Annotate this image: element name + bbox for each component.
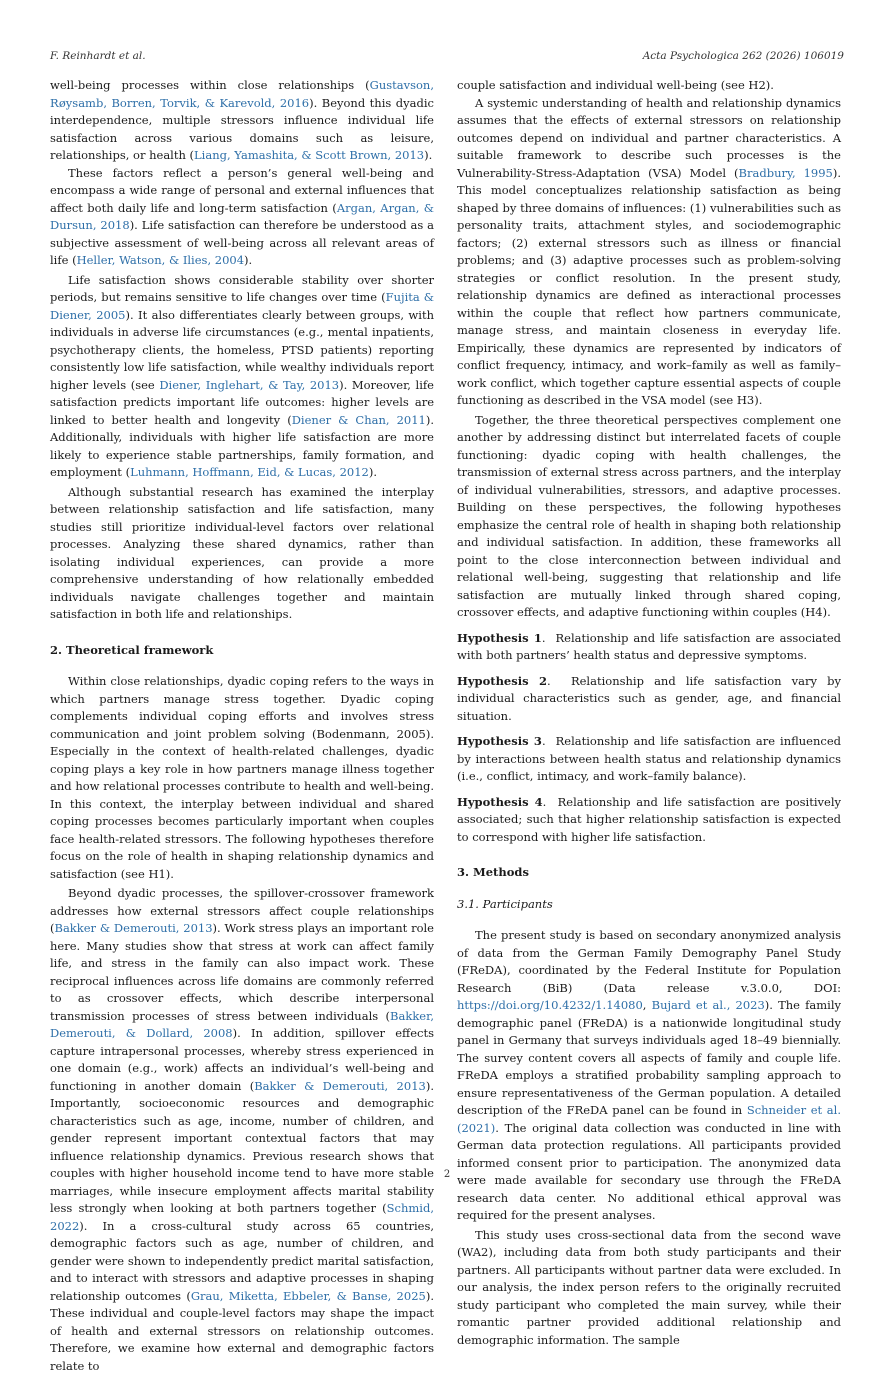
citation-link[interactable]: Luhmann, Hoffmann, Eid, & Lucas, 2012 <box>130 465 369 479</box>
body-text: Together, the three theoretical perspectives complement one another by addressing distinct but interrelated facets of couple functioning: dyadic coping with health challenges, the transmission of external stress across partners, and the interplay of individual vulnerabilities, stressors, and adaptive processes. Building on these perspectives, the following hypotheses emphasize the central role of health in shaping both relationship and individual satisfaction. In addition, these frameworks all point to the close interconnection between individual and relational well-being, suggesting that relationship and life satisfaction are mutually linked through shared coping, crossover effects, and adaptive functioning within couples (H4). <box>457 412 841 619</box>
paragraph <box>50 165 434 270</box>
hypothesis-1: Hypothesis 1. Relationship and life satisfaction are associated with both partners’ health status and depressive symptoms. <box>457 630 841 662</box>
body-text: Life satisfaction shows considerable stability over shorter periods, but remains sensitive to life changes over time ( <box>50 272 434 304</box>
paragraph <box>457 77 841 95</box>
hypothesis-text: Relationship and life satisfaction vary by individual characteristics such as gender, age, and financial situation. <box>457 673 841 723</box>
hypothesis-label: Hypothesis 4 <box>457 794 543 809</box>
page-number: 2 <box>443 1169 451 1180</box>
citation-link[interactable]: Heller, Watson, & Ilies, 2004 <box>76 253 245 267</box>
running-header-journal: Acta Psychologica 262 (2026) 106019 <box>642 50 844 62</box>
body-text: ). Additionally, individuals with higher life satisfaction are more likely to experience stable partnerships, family formation, and employment ( <box>50 412 434 479</box>
hypothesis-4: Hypothesis 4. Relationship and life satisfaction are positively associated; such that higher relationship satisfaction is expected to correspond with higher life satisfaction. <box>457 794 842 844</box>
running-header-authors: F. Reinhardt et al. <box>50 50 146 62</box>
citation-link[interactable]: Argan, Argan, & Dursun, 2018 <box>50 200 435 232</box>
body-text: . The original data collection was conducted in line with German data protection regulations. All participants provided informed consent prior to participation. The anonymized data were made available for secondary use through the FReDA research data center. No additional ethical approval was required for the present analyses. <box>457 1120 841 1222</box>
hypothesis-text: Relationship and life satisfaction are positively associated; such that higher relationship satisfaction is expected to correspond with higher life satisfaction. <box>457 794 842 844</box>
body-text: ). It also differentiates clearly between groups, with individuals in adverse life circumstances (e.g., mental inpatients, psychotherapy clients, the homeless, PTSD patients) reporting consistently low life satisfaction, while wealthy individuals report higher levels (see <box>50 307 434 392</box>
paragraph <box>50 272 434 482</box>
citation-link[interactable]: Bakker, Demerouti, & Dollard, 2008 <box>50 1008 434 1040</box>
body-text: ). Work stress plays an important role here. Many studies show that stress at work can affect family life, and stress in the family can also impact work. These reciprocal influences across life domains are commonly referred to as crossover effects, which describe interpersonal transmission processes of stress between individuals ( <box>50 921 434 1023</box>
body-text: ). In addition, spillover effects capture intrapersonal processes, whereby stress experienced in one domain (e.g., work) affects an individual’s well-being and functioning in another domain ( <box>50 1026 434 1093</box>
body-text: ). The family demographic panel (FReDA) is a nationwide longitudinal study panel in Germany that surveys individuals aged 18–49 biennially. The survey content covers all aspects of family and couple life. FReDA employs a stratified probability sampling approach to ensure representativeness of the German population. A detailed description of the FReDA panel can be found in <box>457 998 841 1117</box>
hypothesis-label: Hypothesis 1 <box>457 630 542 645</box>
body-text: well-being processes within close relationships ( <box>50 78 370 92</box>
citation-link[interactable]: https://doi.org/10.4232/1.14080 <box>457 998 643 1012</box>
citation-link[interactable]: Bakker & Demerouti, 2013 <box>54 921 213 935</box>
citation-link[interactable]: Schneider et al. (2021) <box>457 1103 841 1135</box>
body-text: ). Beyond this dyadic interdependence, multiple stressors influence individual life satisfaction across various domains such as leisure, relationships, or health ( <box>50 95 434 162</box>
body-text: The present study is based on secondary anonymized analysis of data from the German Family Demography Panel Study (FReDA), coordinated by the Federal Institute for Population Research (BiB) (Data release v.3.0.0, DOI: <box>457 928 841 995</box>
body-text: A systemic understanding of health and relationship dynamics assumes that the effects of external stressors on relationship outcomes depend on individual and partner characteristics. A suitable framework to describe such processes is the Vulnerability-Stress-Adaptation (VSA) Model ( <box>457 95 841 180</box>
body-text: Within close relationships, dyadic coping refers to the ways in which partners manage stress together. Dyadic coping complements individual coping efforts and involves stress communication and joint problem solving (Bodenmann, 2005). Especially in the context of health-related challenges, dyadic coping plays a key role in how partners manage illness together and how relational processes contribute to health and well-being. In this context, the interplay between individual and shared coping processes becomes particularly important when couples face health-related stressors. The following hypotheses therefore focus on the role of health in shaping relationship dynamics and satisfaction (see H1). <box>50 674 434 881</box>
section-heading-theoretical-framework: 2. Theoretical framework <box>50 642 214 657</box>
body-text: Although substantial research has examined the interplay between relationship satisfaction and life satisfaction, many studies still prioritize individual-level factors over relational processes. Analyzing these shared dynamics, rather than isolating individual experiences, can provide a more comprehensive understanding of how relationally embedded individuals navigate challenges together and maintain satisfaction in both life and relationships. <box>50 484 434 621</box>
hypothesis-text: Relationship and life satisfaction are associated with both partners’ health status and depressive symptoms. <box>457 630 841 662</box>
subsection-heading-participants: 3.1. Participants <box>457 896 553 911</box>
body-text: couple satisfaction and individual well-being (see H2). <box>457 78 774 92</box>
paragraph <box>50 77 434 165</box>
citation-link[interactable]: Liang, Yamashita, & Scott Brown, 2013 <box>194 148 425 162</box>
citation-link[interactable]: Bujard et al., 2023 <box>651 998 765 1012</box>
body-text: This study uses cross-sectional data from the second wave (WA2), including data from both study participants and their partners. All participants without partner data were excluded. In our analysis, the index person refers to the originally recruited study participant who completed the main survey, while their romantic partner provided additional relationship and demographic information. The sample <box>457 1227 841 1347</box>
body-text: ). Life satisfaction can therefore be understood as a subjective assessment of well-being across all relevant areas of life ( <box>50 218 435 267</box>
left-column <box>50 77 434 1375</box>
citation-link[interactable]: Grau, Miketta, Ebbeler, & Banse, 2025 <box>190 1288 426 1303</box>
paragraph <box>457 1227 841 1350</box>
right-column <box>457 77 841 1349</box>
body-text: ). These individual and couple-level factors may shape the impact of health and external stressors on relationship outcomes. Therefore, we examine how external and demographic factors relate to <box>50 1288 434 1373</box>
hypothesis-label: Hypothesis 3 <box>457 734 542 748</box>
hypothesis-2: Hypothesis 2. Relationship and life satisfaction vary by individual characteristics such as gender, age, and financial situation. <box>457 673 841 723</box>
body-text: ). In a cross-cultural study across 65 countries, demographic factors such as age, number of children, and gender were shown to independently predict marital satisfaction, and to interact with stressors and adaptive processes in shaping relationship outcomes ( <box>50 1218 434 1303</box>
body-text: ). Importantly, socioeconomic resources and demographic characteristics such as age, income, number of children, and gender represent important contextual factors that may influence relationship dynamics. Previous research shows that couples with higher household income tend to have more stable marriages, while insecure employment affects marital stability less strongly when looking at both partners together ( <box>50 1078 434 1215</box>
body-text: , <box>642 998 652 1012</box>
paragraph <box>50 673 434 883</box>
citation-link[interactable]: Gustavson, Røysamb, Borren, Torvik, & Karevold, 2016 <box>50 78 434 110</box>
citation-link[interactable]: Bakker & Demerouti, 2013 <box>254 1078 426 1093</box>
body-text: ). This model conceptualizes relationship satisfaction as being shaped by three domains of influences: (1) vulnerabilities such as personality traits, attachment styles, and sociodemographic factors; (2) external stressors such as illness or financial problems; and (3) adaptive processes such as problem-solving strategies or conflict resolution. In the present study, relationship dynamics are defined as interactional processes within the couple that reflect how partners communicate, manage stress, and maintain closeness in everyday life. Empirically, these dynamics are represented by indicators of conflict frequency, intimacy, and work–family as well as family–work conflict, which together capture essential aspects of couple functioning as described in the VSA model (see H3). <box>457 165 842 407</box>
citation-link[interactable]: Bradbury, 1995 <box>738 165 833 180</box>
body-text: ). <box>368 465 378 479</box>
citation-link[interactable]: Schmid, 2022 <box>50 1201 434 1233</box>
hypotheses-list <box>457 630 841 847</box>
body-text: ). <box>244 253 253 267</box>
body-text: Beyond dyadic processes, the spillover-crossover framework addresses how external stressors affect couple relationships ( <box>50 886 434 935</box>
paragraph <box>50 484 434 624</box>
body-text: ). <box>424 148 433 162</box>
body-text: ). Moreover, life satisfaction predicts important life outcomes: higher levels are linked to better health and longevity ( <box>50 377 434 427</box>
body-text: These factors reflect a person’s general well-being and encompass a wide range of personal and external influences that affect both daily life and long-term satisfaction ( <box>50 165 434 215</box>
section-heading-methods: 3. Methods <box>457 865 529 879</box>
paragraph <box>50 885 434 1375</box>
paragraph <box>457 412 841 622</box>
hypothesis-3: Hypothesis 3. Relationship and life satisfaction are influenced by interactions between health status and relationship dynamics (i.e., conflict, intimacy, and work–family balance). <box>457 734 841 783</box>
paragraph <box>457 95 841 410</box>
hypothesis-label: Hypothesis 2 <box>457 673 548 688</box>
citation-link[interactable]: Diener & Chan, 2011 <box>291 412 426 427</box>
citation-link[interactable]: Fujita & Diener, 2005 <box>50 290 435 322</box>
hypothesis-text: Relationship and life satisfaction are influenced by interactions between health status and relationship dynamics (i.e., conflict, intimacy, and work–family balance). <box>457 734 841 783</box>
citation-link[interactable]: Diener, Inglehart, & Tay, 2013 <box>159 377 340 392</box>
